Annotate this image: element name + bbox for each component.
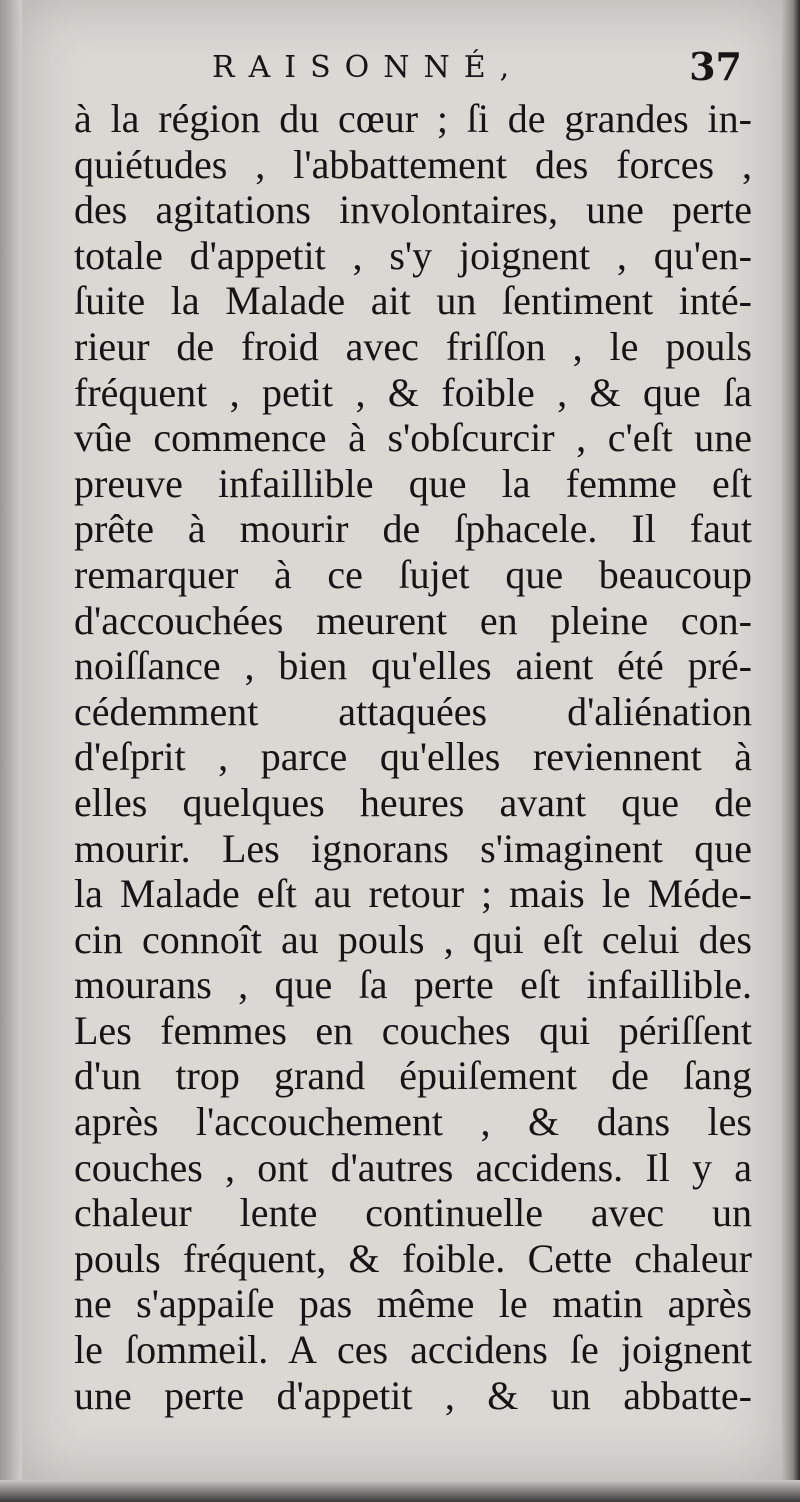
text-line: une perte d'appetit , & un abbatte- — [74, 1372, 752, 1418]
text-line: chaleur lente continuelle avec un — [74, 1190, 752, 1236]
text-line: ſuite la Malade ait un ſentiment inté- — [74, 278, 752, 324]
text-line: d'accouchées meurent en pleine con- — [74, 597, 752, 643]
text-line: noiſſance , bien qu'elles aient été pré- — [74, 643, 752, 689]
text-line: quiétudes , l'abbattement des forces , — [74, 141, 752, 187]
text-line: Les femmes en couches qui périſſent — [74, 1007, 752, 1053]
text-line: d'eſprit , parce qu'elles reviennent à — [74, 734, 752, 780]
page-number: 37 — [689, 44, 742, 89]
text-line: rieur de froid avec friſſon , le pouls — [74, 323, 752, 369]
page-right-edge — [782, 0, 800, 1502]
text-line: ne s'appaiſe pas même le matin après — [74, 1281, 752, 1327]
text-line: à la région du cœur ; ſi de grandes in- — [74, 96, 752, 141]
text-line: couches , ont d'autres accidens. Il y a — [74, 1144, 752, 1190]
page-left-edge — [0, 0, 22, 1502]
text-line: mourir. Les ignorans s'imaginent que — [74, 825, 752, 871]
text-line: preuve infaillible que la femme eſt — [74, 460, 752, 506]
running-head-title: RAISONNÉ, — [212, 50, 524, 85]
text-line: totale d'appetit , s'y joignent , qu'en- — [74, 232, 752, 278]
text-line: prête à mourir de ſphacele. Il faut — [74, 506, 752, 552]
body-text — [74, 96, 752, 1418]
text-line: cédemment attaquées d'aliénation — [74, 688, 752, 734]
text-line: mourans , que ſa perte eſt infaillible. — [74, 962, 752, 1008]
text-line: fréquent , petit , & foible , & que ſa — [74, 369, 752, 415]
text-line: des agitations involontaires, une perte — [74, 187, 752, 233]
text-line: la Malade eſt au retour ; mais le Méde- — [74, 871, 752, 917]
book-page — [22, 0, 782, 1480]
text-line: vûe commence à s'obſcurcir , c'eſt une — [74, 415, 752, 461]
text-line: remarquer à ce ſujet que beaucoup — [74, 551, 752, 597]
text-line: d'un trop grand épuiſement de ſang — [74, 1053, 752, 1099]
text-line: pouls fréquent, & foible. Cette chaleur — [74, 1235, 752, 1281]
running-head — [22, 44, 782, 94]
page-bottom-edge — [0, 1480, 800, 1502]
text-line: elles quelques heures avant que de — [74, 779, 752, 825]
text-line: après l'accouchement , & dans les — [74, 1099, 752, 1145]
text-line: le ſommeil. A ces accidens ſe joignent — [74, 1327, 752, 1373]
text-line: cin connoît au pouls , qui eſt celui des — [74, 916, 752, 962]
